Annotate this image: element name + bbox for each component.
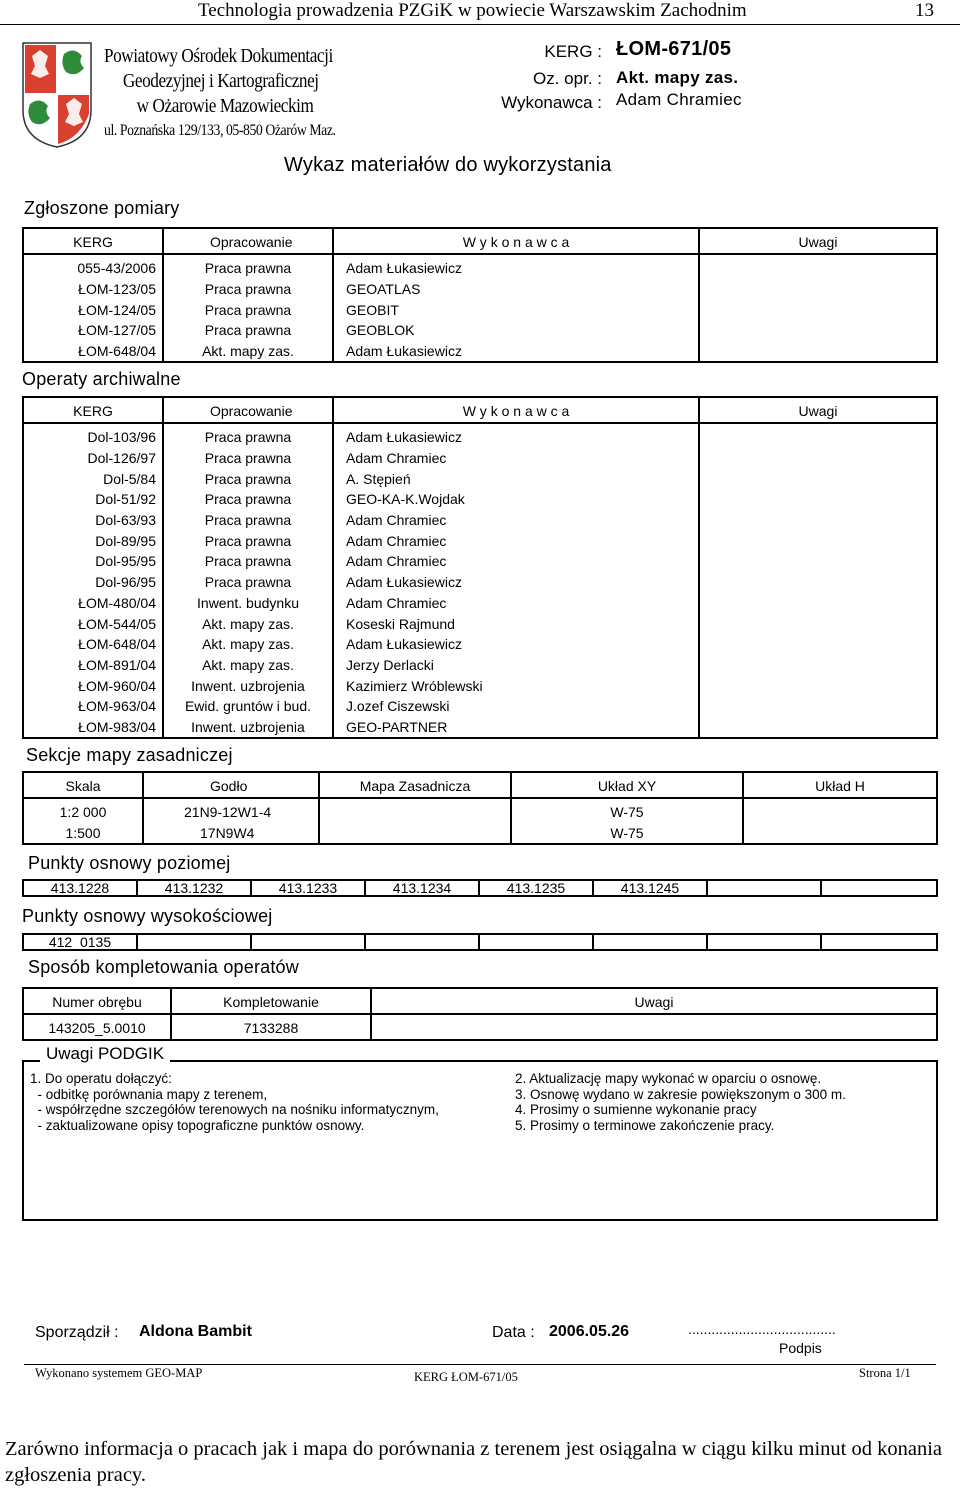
table-row [23, 798, 937, 823]
coat-of-arms-icon [22, 42, 92, 148]
header-godlo: Godło [143, 772, 319, 798]
header-opracowanie: Opracowanie [163, 228, 333, 254]
point-cell [593, 934, 707, 950]
oz-value: Akt. mapy zas. [616, 68, 739, 87]
uwagi-podgik-title: Uwagi PODGIK [40, 1044, 170, 1064]
uwagi-podgik-left: 1. Do operatu dołączyć: - odbitkę porównania mapy z terenem, - współrzędne szczegółów terenowych na nośniku informatycznym, - zaktualizowane opisy topograficzne punktów osnowy. [30, 1071, 439, 1133]
table-row [23, 510, 937, 531]
table-row [23, 448, 937, 469]
cell-uwagi [699, 510, 937, 531]
cell-godlo: 17N9W4 [143, 823, 319, 845]
point-cell: 413.1228 [23, 880, 137, 896]
header-uklad-xy: Układ XY [511, 772, 743, 798]
header-numer-obrebu: Numer obrębu [23, 988, 171, 1014]
header-skala: Skala [23, 772, 143, 798]
cell-uwagi [699, 448, 937, 469]
office-line-2: Geodezyjnej i Kartograficznej [122, 70, 319, 92]
section-zgloszone-heading: Zgłoszone pomiary [24, 198, 180, 218]
wyk-value: Adam Chramiec [616, 90, 742, 109]
cell-kerg: Dol-51/92 [23, 489, 163, 510]
cell-mapa [319, 798, 511, 823]
cell-uwagi [699, 299, 937, 320]
table-row [23, 551, 937, 572]
table-header-row [23, 772, 937, 798]
cell-kerg: Dol-126/97 [23, 448, 163, 469]
point-cell: 413.1232 [137, 880, 251, 896]
cell-uwagi [699, 423, 937, 448]
kompletowanie-table [22, 987, 938, 1041]
cell-opracowanie: Praca prawna [163, 254, 333, 279]
cell-uklad-xy: W-75 [511, 798, 743, 823]
cell-wykonawca: GEO-PARTNER [333, 717, 699, 739]
point-cell [137, 934, 251, 950]
header-uwagi: Uwagi [699, 397, 937, 423]
cell-opracowanie: Praca prawna [163, 468, 333, 489]
table-row [23, 254, 937, 279]
cell-opracowanie: Praca prawna [163, 279, 333, 300]
cell-opracowanie: Praca prawna [163, 551, 333, 572]
cell-skala: 1:500 [23, 823, 143, 845]
cell-opracowanie: Akt. mapy zas. [163, 341, 333, 363]
table-row [23, 1014, 937, 1040]
page-header [0, 0, 960, 25]
sporzadzil-value: Aldona Bambit [139, 1323, 252, 1340]
cell-wykonawca: Adam Łukasiewicz [333, 634, 699, 655]
table-row [23, 717, 937, 739]
cell-kompletowanie: 7133288 [171, 1014, 371, 1040]
cell-kerg: 055-43/2006 [23, 254, 163, 279]
table-row [23, 675, 937, 696]
signature-label: Podpis [779, 1340, 822, 1356]
cell-kerg: ŁOM-127/05 [23, 320, 163, 341]
table-row [23, 341, 937, 363]
cell-opracowanie: Akt. mapy zas. [163, 655, 333, 676]
cell-kerg: ŁOM-124/05 [23, 299, 163, 320]
office-name [104, 44, 336, 143]
office-line-3: w Ożarowie Mazowieckim [136, 95, 314, 117]
cell-opracowanie: Praca prawna [163, 530, 333, 551]
table-header-row [23, 397, 937, 423]
cell-wykonawca: Adam Łukasiewicz [333, 254, 699, 279]
data-value: 2006.05.26 [549, 1323, 630, 1340]
point-cell [365, 934, 479, 950]
table-row [23, 468, 937, 489]
wyk-label-wrap [430, 93, 602, 113]
oz-label-wrap [430, 69, 602, 89]
data-label: Data : [492, 1324, 535, 1341]
cell-uklad-h [743, 823, 937, 845]
section-wysokosciowe-heading: Punkty osnowy wysokościowej [22, 906, 273, 926]
cell-opracowanie: Inwent. budynku [163, 593, 333, 614]
body-paragraph: Zarówno informacja o pracach jak i mapa do porównania z terenem jest osiągalna w ciągu kilku minut od konania zgłoszenia pracy. [5, 1438, 942, 1486]
cell-kerg: Dol-103/96 [23, 423, 163, 448]
uwagi-podgik-right: 2. Aktualizację mapy wykonać w oparciu o osnowę. 3. Osnowę wydano w zakresie powiększonym o 300 m. 4. Prosimy o sumienne wykonanie pracy 5. Prosimy o terminowe zakończenie pracy. [515, 1071, 846, 1133]
sekcje-table [22, 771, 938, 845]
cell-opracowanie: Inwent. uzbrojenia [163, 717, 333, 739]
cell-kerg: ŁOM-544/05 [23, 613, 163, 634]
document-title: Wykaz materiałów do wykorzystania [284, 154, 612, 176]
point-cell [251, 934, 365, 950]
section-archiwalne-heading: Operaty archiwalne [22, 369, 181, 389]
cell-wykonawca: Adam Chramiec [333, 593, 699, 614]
cell-kerg: Dol-96/95 [23, 572, 163, 593]
cell-opracowanie: Akt. mapy zas. [163, 613, 333, 634]
cell-kerg: Dol-63/93 [23, 510, 163, 531]
cell-uklad-xy: W-75 [511, 823, 743, 845]
cell-uwagi [699, 468, 937, 489]
cell-kerg: ŁOM-963/04 [23, 696, 163, 717]
cell-opracowanie: Inwent. uzbrojenia [163, 675, 333, 696]
point-cell [707, 880, 821, 896]
cell-godlo: 21N9-12W1-4 [143, 798, 319, 823]
cell-opracowanie: Praca prawna [163, 510, 333, 531]
table-row [23, 634, 937, 655]
zgloszone-table [22, 227, 938, 363]
table-row [23, 530, 937, 551]
cell-uwagi [699, 341, 937, 363]
cell-kerg: ŁOM-891/04 [23, 655, 163, 676]
footer-page: Strona 1/1 [859, 1366, 911, 1380]
header-wykonawca: W y k o n a w c a [333, 397, 699, 423]
footer-system: Wykonano systemem GEO-MAP [35, 1366, 203, 1380]
header-wykonawca: W y k o n a w c a [333, 228, 699, 254]
cell-mapa [319, 823, 511, 845]
footer-divider [24, 1364, 936, 1365]
cell-kerg: ŁOM-983/04 [23, 717, 163, 739]
header-kerg: KERG [23, 397, 163, 423]
point-cell [479, 934, 593, 950]
cell-opracowanie: Akt. mapy zas. [163, 634, 333, 655]
cell-wykonawca: J.ozef Ciszewski [333, 696, 699, 717]
cell-opracowanie: Praca prawna [163, 423, 333, 448]
cell-wykonawca: GEOBIT [333, 299, 699, 320]
cell-wykonawca: Adam Chramiec [333, 448, 699, 469]
cell-uwagi [699, 530, 937, 551]
section-poziome-heading: Punkty osnowy poziomej [28, 853, 231, 873]
cell-wykonawca: Adam Chramiec [333, 510, 699, 531]
cell-numer-obrebu: 143205_5.0010 [23, 1014, 171, 1040]
cell-uwagi [699, 655, 937, 676]
table-row [23, 423, 937, 448]
wysokosciowe-table [22, 933, 938, 951]
table-row [23, 823, 937, 845]
header-uklad-h: Układ H [743, 772, 937, 798]
cell-kerg: ŁOM-960/04 [23, 675, 163, 696]
table-row [23, 696, 937, 717]
sporzadzil-label: Sporządził : [35, 1324, 119, 1341]
cell-wykonawca: Koseski Rajmund [333, 613, 699, 634]
archiwalne-table [22, 396, 938, 739]
cell-opracowanie: Ewid. gruntów i bud. [163, 696, 333, 717]
table-row [23, 655, 937, 676]
header-mapa: Mapa Zasadnicza [319, 772, 511, 798]
cell-uwagi [699, 254, 937, 279]
cell-wykonawca: Adam Łukasiewicz [333, 423, 699, 448]
cell-kerg: Dol-5/84 [23, 468, 163, 489]
cell-wykonawca: Adam Łukasiewicz [333, 572, 699, 593]
header-kerg: KERG [23, 228, 163, 254]
footer-kerg: KERG ŁOM-671/05 [414, 1370, 518, 1384]
cell-uwagi [371, 1014, 937, 1040]
cell-wykonawca: Kazimierz Wróblewski [333, 675, 699, 696]
cell-kerg: ŁOM-480/04 [23, 593, 163, 614]
cell-kerg: ŁOM-648/04 [23, 341, 163, 363]
cell-kerg: Dol-95/95 [23, 551, 163, 572]
cell-uklad-h [743, 798, 937, 823]
table-header-row [23, 228, 937, 254]
cell-uwagi [699, 572, 937, 593]
page-header-title: Technologia prowadzenia PZGiK w powiecie Warszawskim Zachodnim [198, 0, 747, 21]
table-row [23, 613, 937, 634]
point-cell [821, 934, 937, 950]
cell-wykonawca: Adam Chramiec [333, 530, 699, 551]
cell-uwagi [699, 717, 937, 739]
page-number: 13 [915, 0, 934, 21]
cell-opracowanie: Praca prawna [163, 572, 333, 593]
point-cell: 412_0135 [23, 934, 137, 950]
cell-wykonawca: Adam Chramiec [333, 551, 699, 572]
point-cell: 413.1234 [365, 880, 479, 896]
table-row [23, 880, 937, 896]
cell-opracowanie: Praca prawna [163, 320, 333, 341]
cell-uwagi [699, 489, 937, 510]
cell-wykonawca: A. Stępień [333, 468, 699, 489]
cell-wykonawca: GEOBLOK [333, 320, 699, 341]
cell-skala: 1:2 000 [23, 798, 143, 823]
table-row [23, 489, 937, 510]
cell-opracowanie: Praca prawna [163, 489, 333, 510]
header-uwagi: Uwagi [371, 988, 937, 1014]
cell-opracowanie: Praca prawna [163, 448, 333, 469]
oz-label: Oz. opr. : [533, 69, 602, 88]
cell-uwagi [699, 279, 937, 300]
cell-wykonawca: Adam Łukasiewicz [333, 341, 699, 363]
header-opracowanie: Opracowanie [163, 397, 333, 423]
cell-opracowanie: Praca prawna [163, 299, 333, 320]
cell-uwagi [699, 320, 937, 341]
table-row [23, 299, 937, 320]
kerg-label: KERG : [544, 42, 602, 61]
cell-uwagi [699, 613, 937, 634]
point-cell [707, 934, 821, 950]
cell-kerg: ŁOM-123/05 [23, 279, 163, 300]
cell-uwagi [699, 696, 937, 717]
point-cell [821, 880, 937, 896]
table-row [23, 279, 937, 300]
cell-uwagi [699, 634, 937, 655]
cell-wykonawca: GEO-KA-K.Wojdak [333, 489, 699, 510]
cell-uwagi [699, 675, 937, 696]
wyk-label: Wykonawca : [501, 93, 602, 112]
point-cell: 413.1233 [251, 880, 365, 896]
table-row [23, 934, 937, 950]
cell-kerg: Dol-89/95 [23, 530, 163, 551]
office-address: ul. Poznańska 129/133, 05-850 Ożarów Maz. [104, 122, 336, 139]
office-line-1: Powiatowy Ośrodek Dokumentacji [104, 45, 333, 67]
table-row [23, 572, 937, 593]
cell-wykonawca: Jerzy Derlacki [333, 655, 699, 676]
cell-uwagi [699, 593, 937, 614]
header-uwagi: Uwagi [699, 228, 937, 254]
cell-kerg: ŁOM-648/04 [23, 634, 163, 655]
section-sekcje-heading: Sekcje mapy zasadniczej [26, 745, 233, 765]
table-row [23, 320, 937, 341]
table-header-row [23, 988, 937, 1014]
table-row [23, 593, 937, 614]
cell-wykonawca: GEOATLAS [333, 279, 699, 300]
kerg-value: ŁOM-671/05 [616, 38, 732, 60]
cell-uwagi [699, 551, 937, 572]
poziome-table [22, 879, 938, 897]
header-kompletowanie: Kompletowanie [171, 988, 371, 1014]
point-cell: 413.1235 [479, 880, 593, 896]
signature-line: ...................................... [688, 1321, 836, 1337]
kerg-label-wrap [430, 42, 602, 62]
point-cell: 413.1245 [593, 880, 707, 896]
section-kompletowanie-heading: Sposób kompletowania operatów [28, 957, 299, 977]
